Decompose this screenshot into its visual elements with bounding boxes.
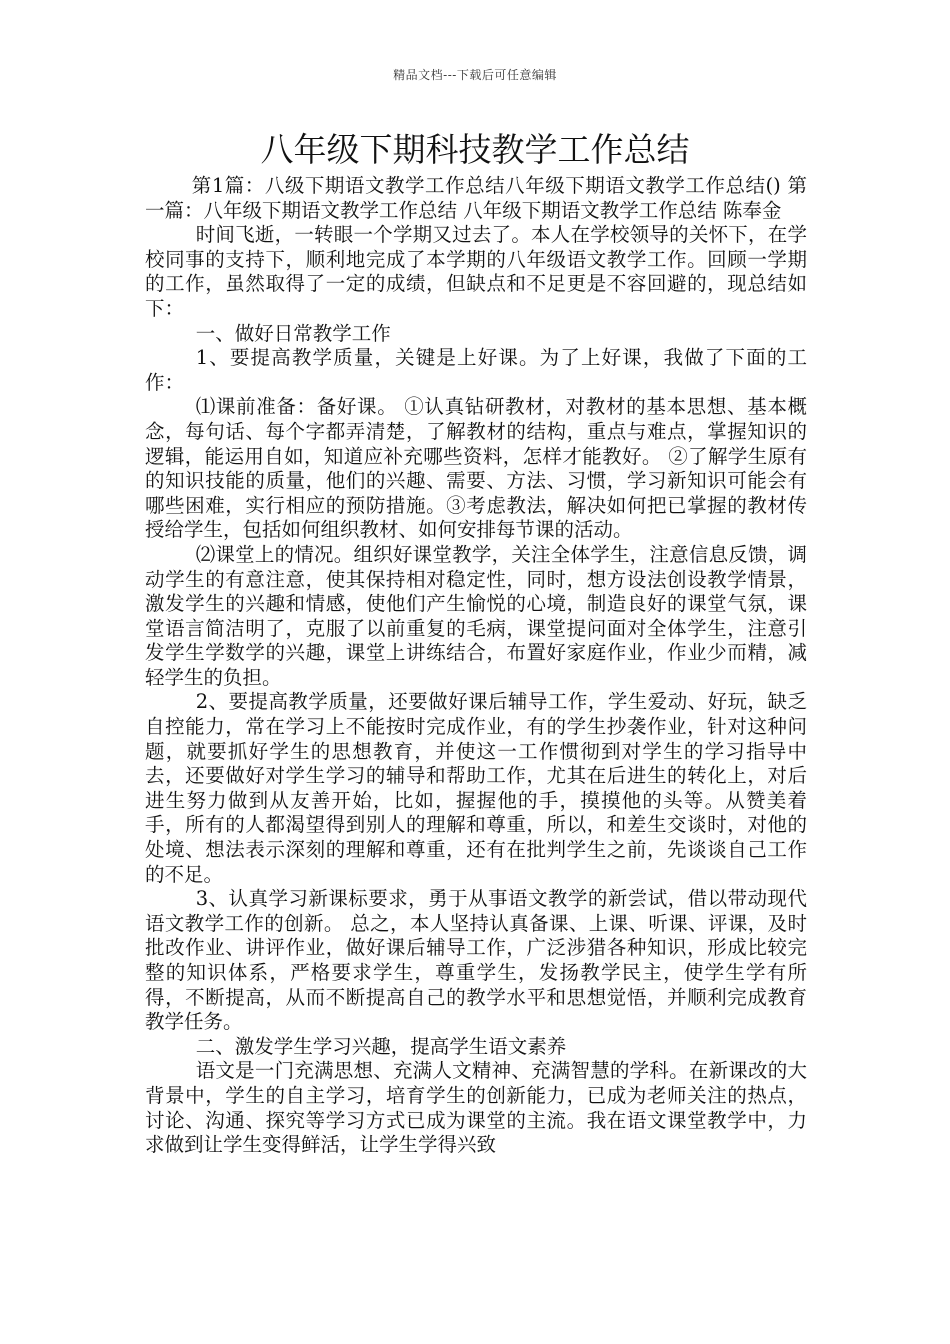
page-header-watermark: 精品文档---下载后可任意编辑	[393, 68, 557, 82]
paragraph: 2、要提高教学质量，还要做好课后辅导工作，学生爱动、好玩，缺乏自控能力，常在学习上不能按时完成作业，有的学生抄袭作业，针对这种问题，就要抓好学生的思想教育，并使这一工作惯彻到对学生的学习指导中去，还要做好对学生学习的辅导和帮助工作，尤其在后进生的转化上，对后进生努力做到从友善开始，比如，握握他的手，摸摸他的头等。从赞美着手，所有的人都渴望得到别人的理解和尊重，所以，和差生交谈时，对他的处境、想法表示深刻的理解和尊重，还有在批判学生之前，先谈谈自己工作的不足。	[145, 690, 807, 886]
paragraph: 1、要提高教学质量，关键是上好课。为了上好课，我做了下面的工作：	[145, 346, 807, 394]
paragraph: ⑵课堂上的情况。组织好课堂教学，关注全体学生，注意信息反馈，调动学生的有意注意，使其保持相对稳定性，同时，想方设法创设教学情景，激发学生的兴趣和情感，使他们产生愉悦的心境，制造良好的课堂气氛，课堂语言简洁明了，克服了以前重复的毛病，课堂提问面对全体学生，注意引发学生学数学的兴趣，课堂上讲练结合，布置好家庭作业，作业少而精，减轻学生的负担。	[145, 542, 807, 689]
document-body	[145, 174, 807, 1158]
paragraph: 语文是一门充满思想、充满人文精神、充满智慧的学科。在新课改的大背景中，学生的自主学习，培育学生的创新能力，已成为老师关注的热点，讨论、沟通、探究等学习方式已成为课堂的主流。我在语文课堂教学中，力求做到让学生变得鲜活，让学生学得兴致	[145, 1059, 807, 1157]
paragraph: ⑴课前准备：备好课。 ①认真钻研教材，对教材的基本思想、基本概念，每句话、每个字都弄清楚，了解教材的结构，重点与难点，掌握知识的逻辑，能运用自如，知道应补充哪些资料，怎样才能教好。 ②了解学生原有的知识技能的质量，他们的兴趣、需要、方法、习惯，学习新知识可能会有哪些困难，实行相应的预防措施。③考虑教法，解决如何把已掌握的教材传授给学生，包括如何组织教材、如何安排每节课的活动。	[145, 395, 807, 542]
paragraph: 3、认真学习新课标要求，勇于从事语文教学的新尝试，借以带动现代语文教学工作的创新。 总之，本人坚持认真备课、上课、听课、评课，及时批改作业、讲评作业，做好课后辅导工作，广泛涉猎各种知识，形成比较完整的知识体系，严格要求学生，尊重学生，发扬教学民主，使学生学有所得，不断提高，从而不断提高自己的教学水平和思想觉悟，并顺利完成教育教学任务。	[145, 887, 807, 1034]
paragraph-intro: 第1篇：八级下期语文教学工作总结八年级下期语文教学工作总结() 第一篇：八年级下期语文教学工作总结 八年级下期语文教学工作总结 陈奉金	[145, 174, 807, 222]
section-heading: 二、激发学生学习兴趣，提高学生语文素养	[195, 1034, 567, 1058]
paragraph: 时间飞逝，一转眼一个学期又过去了。本人在学校领导的关怀下，在学校同事的支持下，顺利地完成了本学期的八年级语文教学工作。回顾一学期的工作，虽然取得了一定的成绩，但缺点和不足更是不容回避的，现总结如下：	[145, 223, 807, 320]
document-title: 八年级下期科技教学工作总结	[260, 130, 690, 169]
section-heading: 一、做好日常教学工作	[195, 321, 391, 345]
